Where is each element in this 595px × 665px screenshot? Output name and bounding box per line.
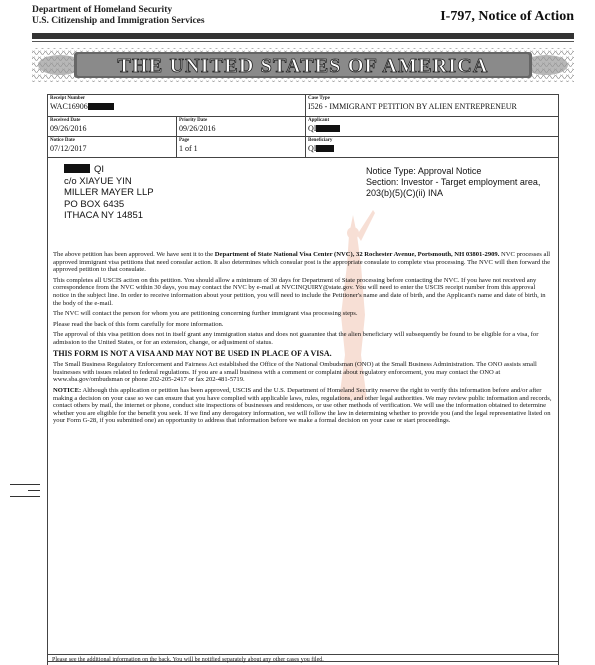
paragraph-completion: This completes all USCIS action on this petition. You should allow a minimum of 30 days for Department of State processing before contacting the NVC. If you have not received any correspondence from the NVC within 30 days, you may contact the NVC by e-mail at NVCINQUIRY@state.gov. You will need to enter the USCIS receipt number from this approval notice in the subject line. In order to receive information about your petition, you will need to include the Petitioner's name and date of birth, and the Applicant's name and date of birth, in the body of the e-mail. <box>53 276 546 307</box>
address-line-3: PO BOX 6435 <box>64 198 125 210</box>
beneficiary-label: Beneficiary <box>308 138 333 143</box>
banner-text: THE UNITED STATES OF AMERICA <box>117 55 489 77</box>
not-a-visa-warning: THIS FORM IS NOT A VISA AND MAY NOT BE USED IN PLACE OF A VISA. <box>53 348 332 358</box>
margin-mark <box>10 484 40 485</box>
beneficiary-value: QI <box>308 144 317 153</box>
header-rule <box>32 33 574 39</box>
paragraph-ombudsman: The Small Business Regulatory Enforcement and Fairness Act established the Office of the National Ombudsman (ONO) at the Small Business Administration. The ONO assists small businesses with issues related to federal regulations. If you are a small business with a comment or complaint about regulatory enforcement, you may contact the ONO at www.sba.gov/ombudsman or phone 202-205-2417 or fax 202-481-5719. <box>53 361 537 384</box>
margin-mark <box>10 496 40 497</box>
address-line-2: MILLER MAYER LLP <box>64 187 154 198</box>
receipt-number-label: Receipt Number <box>50 96 86 101</box>
notice-body <box>53 251 553 428</box>
case-type-value: I526 - IMMIGRANT PETITION BY ALIEN ENTREPRENEUR <box>308 102 517 111</box>
mailing-address <box>64 164 154 222</box>
receipt-number-value: WAC16906 <box>50 102 88 111</box>
page-value: 1 of 1 <box>179 144 198 153</box>
agency-name-line1: Department of Homeland Security <box>32 5 173 15</box>
notice-section-line2: 203(b)(5)(C)(ii) INA <box>366 188 444 198</box>
usa-banner <box>32 44 574 86</box>
paragraph-nvc: The above petition has been approved. We have sent it to the Department of State National Visa Center (NVC), 32 Rochester Avenue, Portsmouth, NH 03801-2909. NVC processes all approved immigrant visa petitions that need consular action. It also determines which consular post is the appropriate consulate to complete visa processing. The NVC will then forward the approved petition to that consulate. <box>53 251 551 274</box>
redaction-bar <box>88 103 114 110</box>
paragraph-read-back: Please read the back of this form carefully for more information. <box>53 320 224 328</box>
notice-document <box>47 94 559 662</box>
redaction-bar <box>316 145 334 152</box>
paragraph-contact: The NVC will contact the person for whom you are petitioning concerning further immigrant visa processing steps. <box>53 310 358 318</box>
paragraph-notice: NOTICE: Although this application or petition has been approved, USCIS and the U.S. Department of Homeland Security reserve the right to verify this information before and/or after making a decision on your case so we can ensure that you have complied with applicable laws, rules, regulations, and other legal authorities. We may review public information and records, contact others by mail, the internet or phone, conduct site inspections of businesses and residences, or use other methods of verification. We will use the information obtained to determine whether you are eligible for the benefit you seek. If we find any derogatory information, we will follow the law in determining whether to provide you (and the legal representative listed on your Form G-28, if you submitted one) an opportunity to address that information before we make a formal decision on your case or start proceedings. <box>53 386 552 425</box>
priority-date-label: Priority Date <box>179 118 208 123</box>
notice-date-cell <box>48 137 177 157</box>
case-fields-grid <box>48 95 558 157</box>
address-line-4: ITHACA NY 14851 <box>64 210 144 221</box>
beneficiary-cell <box>306 137 558 157</box>
received-date-value: 09/26/2016 <box>50 124 87 133</box>
priority-date-cell <box>177 117 306 137</box>
agency-name-line2: U.S. Citizenship and Immigration Services <box>32 16 205 26</box>
notice-section-line1: Section: Investor - Target employment area, <box>366 177 541 187</box>
header-rule-thin <box>32 41 574 42</box>
notice-date-value: 07/12/2017 <box>50 144 87 153</box>
address-line-1: c/o XIAYUE YIN <box>64 175 132 187</box>
notice-date-label: Notice Date <box>50 138 75 143</box>
addressee-name: QI <box>94 164 105 175</box>
priority-date-value: 09/26/2016 <box>179 124 216 133</box>
document-header <box>32 5 574 29</box>
notice-type: Notice Type: Approval Notice <box>366 166 482 176</box>
banner-graphic <box>32 44 574 86</box>
case-type-label: Case Type <box>308 96 330 101</box>
receipt-number-cell <box>48 95 306 117</box>
form-title: I-797, Notice of Action <box>440 9 574 24</box>
case-type-cell <box>306 95 558 117</box>
redaction-bar <box>64 164 90 173</box>
redaction-bar <box>316 125 340 132</box>
received-date-cell <box>48 117 177 137</box>
received-date-label: Received Date <box>50 118 81 123</box>
page-cell <box>177 137 306 157</box>
margin-mark <box>28 490 40 491</box>
notice-type-block <box>366 166 556 199</box>
footer-note: Please see the additional information on the back. You will be notified separately about any other cases you filed. <box>47 654 559 665</box>
page-label: Page <box>179 138 190 143</box>
paragraph-approval-status: The approval of this visa petition does not in itself grant any immigration status and does not guarantee that the alien beneficiary will subsequently be found to be eligible for a visa, for admission to the United States, or for an extension, change, or adjustment of status. <box>53 331 539 346</box>
applicant-value: QI <box>308 124 317 133</box>
applicant-cell <box>306 117 558 137</box>
applicant-label: Applicant <box>308 118 330 123</box>
